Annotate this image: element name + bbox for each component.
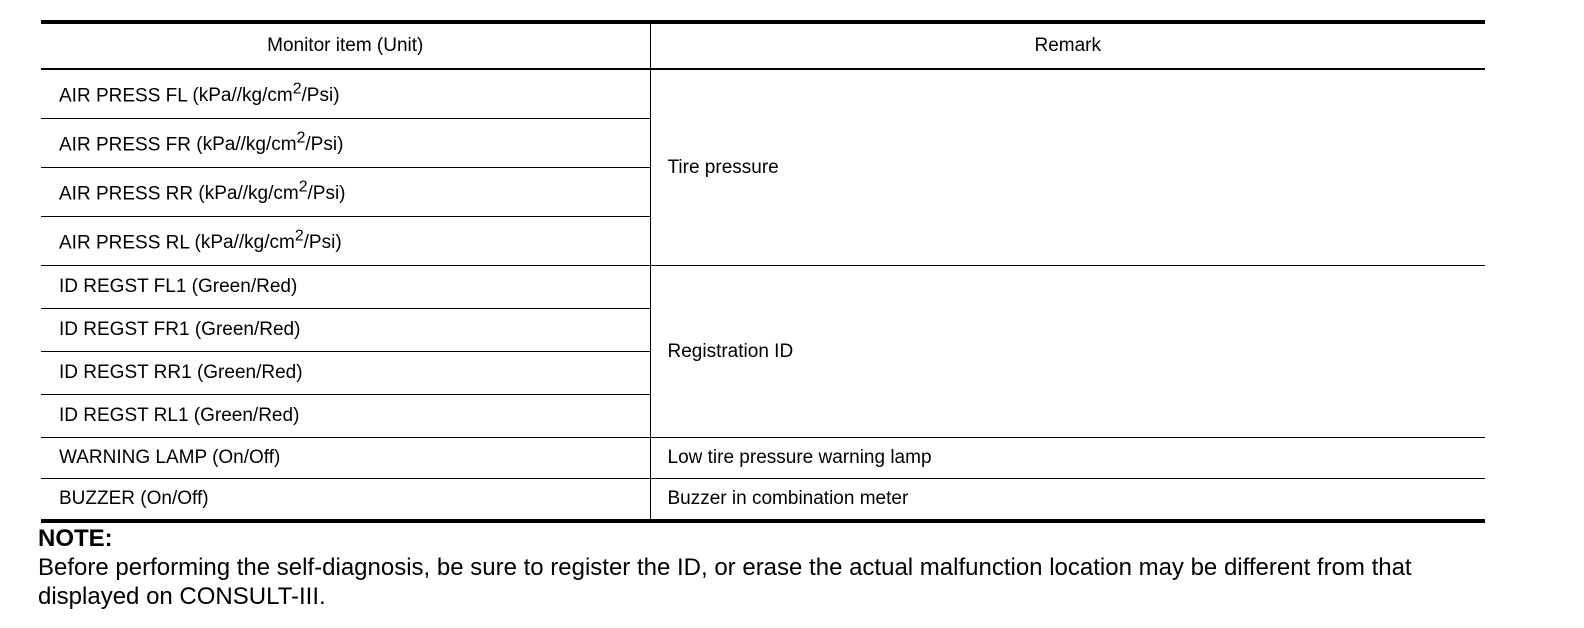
item-name: AIR PRESS RR xyxy=(59,183,194,205)
item-unit: $(kPa//kg/cm^2/Psi)$ xyxy=(194,227,342,254)
table-row xyxy=(41,438,1485,479)
note-text: Before performing the self-diagnosis, be sure to register the ID, or erase the actual malfunction location may be different from that displayed on CONSULT-III. xyxy=(38,554,1412,610)
monitor-item-table xyxy=(41,20,1485,523)
table-row xyxy=(41,266,1485,309)
monitor-item-cell: BUZZER (On/Off) xyxy=(41,479,650,522)
monitor-item-cell: ID REGST RL1 (Green/Red) xyxy=(41,395,650,438)
item-name: AIR PRESS FR xyxy=(59,134,191,156)
remark-cell: Tire pressure xyxy=(650,69,1485,266)
monitor-item-cell xyxy=(41,119,650,168)
item-name: AIR PRESS RL xyxy=(59,232,190,254)
item-name: AIR PRESS FL xyxy=(59,85,188,107)
monitor-item-cell: WARNING LAMP (On/Off) xyxy=(41,438,650,479)
monitor-item-cell xyxy=(41,217,650,266)
table-header-row xyxy=(41,22,1485,69)
monitor-item-cell: ID REGST FR1 (Green/Red) xyxy=(41,309,650,352)
monitor-item-cell: ID REGST RR1 (Green/Red) xyxy=(41,352,650,395)
note-title: NOTE: xyxy=(38,525,113,552)
remark-cell: Buzzer in combination meter xyxy=(650,479,1485,522)
item-unit: $(kPa//kg/cm^2/Psi)$ xyxy=(198,178,346,205)
monitor-item-cell xyxy=(41,69,650,119)
remark-cell: Registration ID xyxy=(650,266,1485,438)
note-block xyxy=(38,524,1488,611)
remark-cell: Low tire pressure warning lamp xyxy=(650,438,1485,479)
table-row xyxy=(41,479,1485,522)
header-monitor-item: Monitor item (Unit) xyxy=(41,22,650,69)
table-row xyxy=(41,69,1485,119)
item-unit: $(kPa//kg/cm^2/Psi)$ xyxy=(192,80,340,107)
header-remark: Remark xyxy=(650,22,1485,69)
item-unit: $(kPa//kg/cm^2/Psi)$ xyxy=(196,129,344,156)
monitor-item-cell: ID REGST FL1 (Green/Red) xyxy=(41,266,650,309)
monitor-item-cell xyxy=(41,168,650,217)
